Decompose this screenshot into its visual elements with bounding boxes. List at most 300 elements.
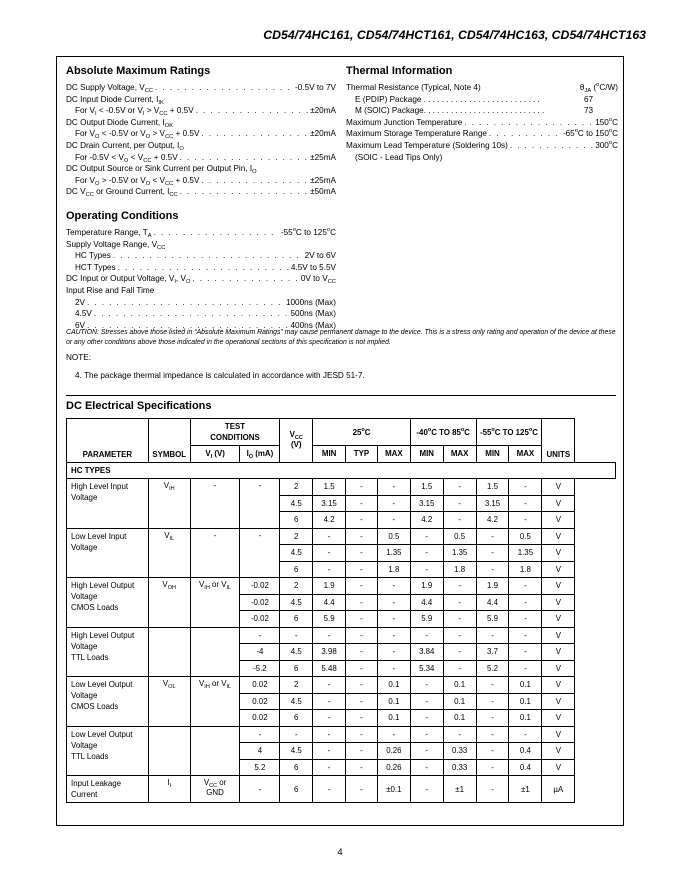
io-cell: - bbox=[240, 627, 280, 644]
value-cell: - bbox=[313, 693, 346, 710]
io-cell: - bbox=[240, 726, 280, 743]
note-label: NOTE: bbox=[66, 353, 92, 362]
header-min: MIN bbox=[410, 446, 443, 463]
io-cell: -4 bbox=[240, 644, 280, 661]
value-cell: 4.2 bbox=[410, 512, 443, 529]
value-cell: 0.1 bbox=[443, 710, 476, 727]
abs-io-label: DC Drain Current, per Output, $I_O$ bbox=[66, 140, 184, 152]
units-cell: V bbox=[542, 627, 575, 644]
symbol-cell bbox=[148, 578, 190, 628]
io-cell: 0.02 bbox=[240, 677, 280, 694]
io-cell: 4 bbox=[240, 743, 280, 760]
value-cell: - bbox=[313, 776, 346, 803]
value-cell: 0.5 bbox=[377, 528, 410, 545]
vcc-cell: 2 bbox=[280, 479, 313, 496]
value-cell: 4.4 bbox=[410, 594, 443, 611]
abs-iok-line: For $V_O < -0.5V$ or $V_O > V_{CC} + 0.5V$ . . . ±20mA bbox=[66, 128, 336, 140]
value-cell: 3.15 bbox=[410, 495, 443, 512]
io-cell: 0.02 bbox=[240, 693, 280, 710]
value-cell: 4.4 bbox=[476, 594, 509, 611]
value-cell: 5.9 bbox=[313, 611, 346, 628]
vi-condition-cell bbox=[190, 677, 240, 727]
table-row bbox=[67, 726, 616, 743]
value-cell: - bbox=[346, 726, 378, 743]
parameter-line: Voltage bbox=[71, 691, 98, 700]
value-cell: - bbox=[443, 578, 476, 595]
vi-condition-cell bbox=[190, 726, 240, 776]
value-cell: - bbox=[346, 479, 378, 496]
vi-sub-ih: IH bbox=[204, 585, 210, 591]
io-cell: 0.02 bbox=[240, 710, 280, 727]
vi-v: V bbox=[199, 580, 205, 589]
value-cell: - bbox=[410, 627, 443, 644]
value-cell: - bbox=[377, 594, 410, 611]
value-cell: - bbox=[410, 776, 443, 803]
value-cell: 4.4 bbox=[313, 594, 346, 611]
value-cell: - bbox=[377, 495, 410, 512]
value-cell: - bbox=[509, 479, 542, 496]
value-cell: - bbox=[313, 528, 346, 545]
io-cell: - bbox=[240, 479, 280, 529]
io-cell: -0.02 bbox=[240, 594, 280, 611]
units-cell: V bbox=[542, 528, 575, 545]
value-cell: - bbox=[509, 726, 542, 743]
io-cell: -0.02 bbox=[240, 578, 280, 595]
vi-condition-cell bbox=[190, 578, 240, 628]
value-cell: - bbox=[377, 512, 410, 529]
value-cell: - bbox=[346, 776, 378, 803]
vi-condition-cell bbox=[190, 776, 240, 803]
value-cell: - bbox=[346, 495, 378, 512]
abs-max-list bbox=[66, 82, 336, 198]
value-cell: 1.8 bbox=[509, 561, 542, 578]
symbol-cell bbox=[148, 726, 190, 776]
value-cell: 1.5 bbox=[476, 479, 509, 496]
value-cell: - bbox=[476, 627, 509, 644]
value-cell: 1.5 bbox=[313, 479, 346, 496]
thermal-title: Thermal Information bbox=[346, 65, 453, 77]
units-cell: V bbox=[542, 594, 575, 611]
io-cell: - bbox=[240, 776, 280, 803]
value-cell: 0.1 bbox=[509, 677, 542, 694]
value-cell: - bbox=[313, 677, 346, 694]
value-cell: 3.7 bbox=[476, 644, 509, 661]
header-symbol: SYMBOL bbox=[148, 419, 190, 463]
parameter-line: Current bbox=[71, 790, 98, 799]
value-cell: - bbox=[443, 594, 476, 611]
symbol-subscript: OH bbox=[167, 585, 176, 591]
vcc-cell: 4.5 bbox=[280, 594, 313, 611]
header-io: $I_O$ (mA) bbox=[240, 446, 280, 463]
symbol-subscript: I bbox=[169, 783, 172, 789]
value-cell: - bbox=[476, 710, 509, 727]
vcc-cell: 6 bbox=[280, 660, 313, 677]
symbol-subscript: IL bbox=[169, 535, 175, 542]
header-max: MAX bbox=[443, 446, 476, 463]
value-cell: 0.33 bbox=[443, 743, 476, 760]
symbol-subscript: OL bbox=[168, 684, 176, 690]
abs-iik-label: DC Input Diode Current, $I_{IK}$ bbox=[66, 94, 164, 106]
value-cell: 5.2 bbox=[476, 660, 509, 677]
units-cell: V bbox=[542, 677, 575, 694]
vcc-cell: 6 bbox=[280, 710, 313, 727]
value-cell: 1.9 bbox=[313, 578, 346, 595]
abs-src-label: DC Output Source or Sink Current per Output Pin, $I_O$ bbox=[66, 164, 257, 176]
value-cell: - bbox=[410, 743, 443, 760]
value-cell: - bbox=[509, 627, 542, 644]
parameter-line: Voltage bbox=[71, 592, 98, 601]
parameter-line: Low Level Output bbox=[71, 729, 133, 739]
symbol-cell bbox=[148, 776, 190, 803]
value-cell: 5.9 bbox=[410, 611, 443, 628]
content-frame bbox=[56, 56, 624, 826]
header-max: MAX bbox=[377, 446, 410, 463]
header-max: MAX bbox=[509, 446, 542, 463]
value-cell: - bbox=[377, 479, 410, 496]
abs-iik-line: For $V_I < -0.5V$ or $V_I > V_{CC} + 0.5V$ . . . ±20mA bbox=[66, 105, 336, 117]
abs-max-title: Absolute Maximum Ratings bbox=[66, 65, 211, 77]
units-cell: V bbox=[542, 561, 575, 578]
value-cell: - bbox=[476, 528, 509, 545]
header-vi: $V_I$ (V) bbox=[190, 446, 240, 463]
parameter-cell bbox=[67, 479, 149, 529]
value-cell: - bbox=[313, 743, 346, 760]
section-row bbox=[67, 462, 616, 479]
value-cell: - bbox=[443, 495, 476, 512]
vi-or: or bbox=[217, 778, 227, 787]
value-cell: 0.4 bbox=[509, 743, 542, 760]
value-cell: - bbox=[346, 594, 378, 611]
caution-text: CAUTION: Stresses above those listed in “Absolute Maximum Ratings” may cause permanent damage to the device. This is a stress only rating and operation of the device at these or any other conditions above those indicated in the operational sections of this specification is not implied. bbox=[66, 329, 616, 347]
value-cell: - bbox=[443, 627, 476, 644]
value-cell: - bbox=[410, 545, 443, 562]
vcc-cell: 4.5 bbox=[280, 495, 313, 512]
value-cell: - bbox=[410, 726, 443, 743]
symbol-cell bbox=[148, 479, 190, 529]
thermal-lead-note: (SOIC - Lead Tips Only) bbox=[355, 152, 443, 162]
op-hc-line: HC Types . . . 2V to 6V bbox=[66, 250, 336, 262]
parameter-cell bbox=[67, 627, 149, 677]
header-125c: -55$^o$C TO 125$^o$C bbox=[476, 419, 542, 446]
op-r45v-line: 4.5V . . . 500ns (Max) bbox=[66, 308, 336, 320]
parameter-cell bbox=[67, 578, 149, 628]
value-cell: - bbox=[313, 710, 346, 727]
units-cell: V bbox=[542, 479, 575, 496]
units-cell: V bbox=[542, 660, 575, 677]
thermal-junction-line: Maximum Junction Temperature . . . 150$^o$C bbox=[346, 117, 618, 129]
value-cell: - bbox=[410, 561, 443, 578]
value-cell: 1.35 bbox=[509, 545, 542, 562]
value-cell: 3.15 bbox=[476, 495, 509, 512]
value-cell: 0.1 bbox=[377, 710, 410, 727]
value-cell: - bbox=[443, 611, 476, 628]
units-cell: V bbox=[542, 611, 575, 628]
parameter-line: High Level Input bbox=[71, 482, 129, 491]
value-cell: - bbox=[377, 644, 410, 661]
value-cell: - bbox=[313, 726, 346, 743]
note-item: 4. The package thermal impedance is calculated in accordance with JESD 51-7. bbox=[75, 371, 365, 380]
abs-iok-label: DC Output Diode Current, $I_{OK}$ bbox=[66, 117, 174, 129]
op-r6v-line: 6V . . . 400ns (Max) bbox=[66, 320, 336, 332]
value-cell: 3.98 bbox=[313, 644, 346, 661]
parameter-cell bbox=[67, 677, 149, 727]
units-cell: V bbox=[542, 578, 575, 595]
value-cell: - bbox=[509, 594, 542, 611]
value-cell: - bbox=[346, 644, 378, 661]
vcc-cell: 4.5 bbox=[280, 693, 313, 710]
parameter-line: TTL Loads bbox=[71, 751, 109, 761]
vcc-cell: 2 bbox=[280, 578, 313, 595]
thermal-lead-line: Maximum Lead Temperature (Soldering 10s) . . . 300$^o$C bbox=[346, 140, 618, 152]
value-cell: - bbox=[346, 759, 378, 776]
symbol-subscript: IH bbox=[169, 486, 175, 492]
vcc-cell: - bbox=[280, 726, 313, 743]
value-cell: - bbox=[313, 627, 346, 644]
parameter-line: Low Level Output bbox=[71, 680, 133, 689]
value-cell: - bbox=[410, 528, 443, 545]
value-cell: - bbox=[476, 677, 509, 694]
value-cell: 4.2 bbox=[313, 512, 346, 529]
vcc-cell: 4.5 bbox=[280, 545, 313, 562]
value-cell: - bbox=[346, 743, 378, 760]
io-cell: - bbox=[240, 528, 280, 578]
value-cell: - bbox=[346, 512, 378, 529]
symbol-letter: I bbox=[167, 778, 170, 787]
parameter-line: High Level Output bbox=[71, 581, 135, 590]
value-cell: - bbox=[377, 726, 410, 743]
value-cell: ±1 bbox=[509, 776, 542, 803]
header-units: UNITS bbox=[542, 419, 575, 463]
vcc-cell: 4.5 bbox=[280, 743, 313, 760]
dc-title: DC Electrical Specifications bbox=[66, 400, 212, 412]
value-cell: - bbox=[476, 776, 509, 803]
value-cell: - bbox=[377, 660, 410, 677]
vi-gnd: GND bbox=[206, 788, 224, 797]
value-cell: - bbox=[443, 726, 476, 743]
value-cell: - bbox=[346, 693, 378, 710]
value-cell: 0.1 bbox=[377, 677, 410, 694]
units-cell: V bbox=[542, 495, 575, 512]
symbol-letter: V bbox=[164, 530, 170, 540]
value-cell: - bbox=[410, 759, 443, 776]
thermal-pdip-line: E (PDIP) Package . . . . . . . . . . . . . . . . . . . . . . . . . . 67 bbox=[355, 94, 594, 104]
value-cell: 0.5 bbox=[509, 528, 542, 545]
value-cell: - bbox=[346, 561, 378, 578]
abs-gnd-line: DC $V_{CC}$ or Ground Current, $I_{CC}$ . . . ±50mA bbox=[66, 186, 336, 198]
value-cell: 1.35 bbox=[377, 545, 410, 562]
vcc-cell: 6 bbox=[280, 611, 313, 628]
value-cell: 0.1 bbox=[509, 693, 542, 710]
vi-or: or V bbox=[209, 679, 227, 688]
parameter-line: Voltage bbox=[71, 542, 98, 552]
vcc-cell: 6 bbox=[280, 512, 313, 529]
vi-condition-cell bbox=[190, 627, 240, 677]
abs-io-line: For $-0.5V < V_O < V_{CC} + 0.5V$ . . . ±25mA bbox=[66, 152, 336, 164]
table-row bbox=[67, 528, 616, 545]
table-row bbox=[67, 776, 616, 803]
symbol-cell bbox=[148, 627, 190, 677]
units-cell: µA bbox=[542, 776, 575, 803]
table-row bbox=[67, 479, 616, 496]
parameter-line: Input Leakage bbox=[71, 779, 122, 788]
value-cell: 0.1 bbox=[443, 677, 476, 694]
units-cell: V bbox=[542, 693, 575, 710]
header-min: MIN bbox=[476, 446, 509, 463]
header-min: MIN bbox=[313, 446, 346, 463]
symbol-letter: V bbox=[162, 679, 169, 688]
value-cell: 1.8 bbox=[377, 561, 410, 578]
thermal-storage-line: Maximum Storage Temperature Range . . . -65$^o$C to 150$^o$C bbox=[346, 128, 618, 140]
section-label: HC TYPES bbox=[67, 462, 616, 479]
value-cell: 3.84 bbox=[410, 644, 443, 661]
value-cell: 0.1 bbox=[377, 693, 410, 710]
value-cell: - bbox=[346, 660, 378, 677]
value-cell: - bbox=[443, 644, 476, 661]
header-85c: -40$^o$C TO 85$^o$C bbox=[410, 419, 476, 446]
parameter-line: TTL Loads bbox=[71, 652, 109, 662]
value-cell: - bbox=[476, 561, 509, 578]
value-cell: ±0.1 bbox=[377, 776, 410, 803]
value-cell: 0.1 bbox=[509, 710, 542, 727]
value-cell: 5.34 bbox=[410, 660, 443, 677]
table-row bbox=[67, 677, 616, 694]
parameter-cell bbox=[67, 776, 149, 803]
vi-sub-cc: CC bbox=[209, 783, 218, 789]
io-cell: 5.2 bbox=[240, 759, 280, 776]
op-hct-line: HCT Types . . . 4.5V to 5.5V bbox=[66, 262, 336, 274]
value-cell: - bbox=[346, 710, 378, 727]
vcc-cell: - bbox=[280, 627, 313, 644]
table-row bbox=[67, 578, 616, 595]
table-row bbox=[67, 627, 616, 644]
symbol-cell bbox=[148, 677, 190, 727]
left-column bbox=[66, 65, 336, 331]
value-cell: 5.9 bbox=[476, 611, 509, 628]
header-parameter: PARAMETER bbox=[67, 419, 149, 463]
vi-sub-ih: IH bbox=[204, 684, 210, 690]
vi-or: or V bbox=[209, 580, 227, 589]
abs-vcc-line: DC Supply Voltage, $V_{CC}$ . . . -0.5V to 7V bbox=[66, 82, 336, 94]
value-cell: - bbox=[509, 611, 542, 628]
value-cell: - bbox=[443, 660, 476, 677]
units-cell: V bbox=[542, 759, 575, 776]
units-cell: V bbox=[542, 545, 575, 562]
value-cell: - bbox=[377, 578, 410, 595]
parameter-line: Voltage bbox=[71, 740, 98, 750]
thermal-list bbox=[346, 82, 618, 163]
units-cell: V bbox=[542, 743, 575, 760]
op-vcc-label: Supply Voltage Range, $V_{CC}$ bbox=[66, 239, 166, 251]
header-vcc: $V_{CC}$ (V) bbox=[280, 419, 313, 463]
header-typ: TYP bbox=[346, 446, 378, 463]
parameter-line: CMOS Loads bbox=[71, 702, 119, 711]
vi-v: V bbox=[203, 778, 210, 787]
io-cell: -0.02 bbox=[240, 611, 280, 628]
value-cell: 0.5 bbox=[443, 528, 476, 545]
value-cell: - bbox=[346, 611, 378, 628]
value-cell: 1.35 bbox=[443, 545, 476, 562]
symbol-cell bbox=[148, 528, 190, 578]
vcc-cell: 6 bbox=[280, 759, 313, 776]
section-divider bbox=[66, 395, 616, 396]
value-cell: 0.26 bbox=[377, 759, 410, 776]
value-cell: - bbox=[410, 693, 443, 710]
value-cell: - bbox=[509, 578, 542, 595]
parameter-line: Voltage bbox=[71, 493, 98, 502]
value-cell: - bbox=[346, 627, 378, 644]
header-test-conditions: TEST CONDITIONS bbox=[190, 419, 280, 446]
value-cell: - bbox=[476, 726, 509, 743]
vi-condition-cell: - bbox=[190, 528, 240, 578]
vcc-cell: 6 bbox=[280, 561, 313, 578]
value-cell: 0.33 bbox=[443, 759, 476, 776]
parameter-line: CMOS Loads bbox=[71, 603, 119, 612]
value-cell: - bbox=[377, 611, 410, 628]
io-cell: -5.2 bbox=[240, 660, 280, 677]
value-cell: 4.2 bbox=[476, 512, 509, 529]
thermal-soic-line: M (SOIC) Package. . . . . . . . . . . . . . . . . . . . . . . . . . . 73 bbox=[355, 106, 594, 116]
dc-table-body bbox=[67, 462, 616, 803]
value-cell: - bbox=[476, 545, 509, 562]
parameter-cell bbox=[67, 726, 149, 776]
header-25c: 25$^o$C bbox=[313, 419, 411, 446]
symbol-letter: V bbox=[163, 481, 170, 490]
value-cell: - bbox=[509, 495, 542, 512]
right-column bbox=[346, 65, 618, 163]
op-cond-list bbox=[66, 227, 336, 331]
document-header: CD54/74HC161, CD54/74HCT161, CD54/74HC163, CD54/74HCT163 bbox=[263, 28, 646, 42]
thermal-resistance-line: Thermal Resistance (Typical, Note 4) $\theta_{JA}$ ($^o$C/W) bbox=[346, 82, 618, 94]
vcc-cell: 4.5 bbox=[280, 644, 313, 661]
value-cell: - bbox=[346, 578, 378, 595]
vcc-cell: 2 bbox=[280, 677, 313, 694]
value-cell: ±1 bbox=[443, 776, 476, 803]
symbol-letter: V bbox=[162, 580, 168, 589]
value-cell: 3.15 bbox=[313, 495, 346, 512]
value-cell: - bbox=[509, 660, 542, 677]
page-number: 4 bbox=[337, 847, 343, 858]
vi-condition-cell: - bbox=[190, 479, 240, 529]
units-cell: V bbox=[542, 710, 575, 727]
value-cell: 5.48 bbox=[313, 660, 346, 677]
value-cell: - bbox=[313, 561, 346, 578]
value-cell: - bbox=[443, 479, 476, 496]
parameter-line: Voltage bbox=[71, 641, 98, 651]
vcc-cell: 6 bbox=[280, 776, 313, 803]
parameter-cell bbox=[67, 528, 149, 578]
value-cell: - bbox=[313, 759, 346, 776]
parameter-line: High Level Output bbox=[71, 630, 135, 640]
dc-header-row-1 bbox=[67, 419, 616, 446]
value-cell: - bbox=[509, 512, 542, 529]
value-cell: - bbox=[346, 528, 378, 545]
vcc-cell: 2 bbox=[280, 528, 313, 545]
abs-src-line: For $V_O > -0.5V$ or $V_O < V_{CC} + 0.5V$ . . . ±25mA bbox=[66, 175, 336, 187]
vi-sub-il: IL bbox=[226, 585, 232, 591]
op-rise-label: Input Rise and Fall Time bbox=[66, 285, 155, 295]
value-cell: - bbox=[476, 743, 509, 760]
value-cell: - bbox=[410, 677, 443, 694]
value-cell: 0.4 bbox=[509, 759, 542, 776]
units-cell: V bbox=[542, 644, 575, 661]
value-cell: 1.8 bbox=[443, 561, 476, 578]
value-cell: - bbox=[476, 693, 509, 710]
value-cell: 1.9 bbox=[410, 578, 443, 595]
value-cell: - bbox=[313, 545, 346, 562]
op-r2v-line: 2V . . . 1000ns (Max) bbox=[66, 297, 336, 309]
op-ta-line: Temperature Range, $T_A$ . . . -55$^o$C to 125$^o$C bbox=[66, 227, 336, 239]
dc-spec-table bbox=[66, 418, 616, 803]
